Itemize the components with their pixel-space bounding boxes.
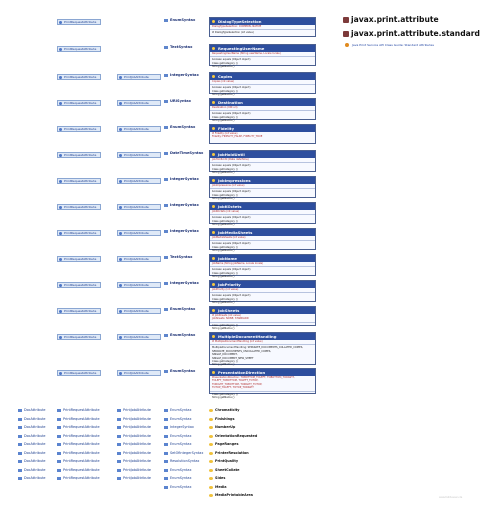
separator: [210, 391, 315, 392]
class-method: String getName (): [212, 65, 235, 69]
class-name: DialogTypeSelection: [210, 18, 315, 25]
class-method: Class getCategory (): [212, 61, 238, 65]
class-jobholduntil[interactable]: [209, 150, 316, 175]
class-name: Fidelity: [210, 125, 315, 132]
interface-printjobattribute[interactable]: PrintJobAttribute: [117, 370, 161, 376]
col5-item-sheetcollate[interactable]: SheetCollate: [209, 468, 239, 473]
col1-item-docattribute[interactable]: DocAttribute: [18, 408, 46, 413]
class-field: # MultipleDocumentHandling (int value): [212, 340, 263, 343]
class-copies[interactable]: [209, 72, 316, 97]
class-field: Fidelity: FIDELITY_FALSE, FIDELITY_TRUE: [212, 135, 263, 139]
interface-printrequestattribute[interactable]: PrintRequestAttribute: [57, 100, 101, 106]
col5-item-chromaticity[interactable]: Chromaticity: [209, 408, 240, 413]
class-method: Class getCategory (): [212, 360, 238, 364]
col3-item-printjobattribute[interactable]: PrintJobAttribute: [117, 408, 151, 413]
col1-item-docattribute[interactable]: DocAttribute: [18, 459, 46, 464]
interface-printjobattribute[interactable]: PrintJobAttribute: [117, 204, 161, 210]
interface-printrequestattribute[interactable]: PrintRequestAttribute: [57, 230, 101, 236]
package-title: javax.print.attribute.standard: [351, 29, 480, 38]
superclass-enumsyntax[interactable]: EnumSyntax: [164, 307, 195, 312]
interface-printrequestattribute[interactable]: PrintRequestAttribute: [57, 152, 101, 158]
superclass-integersyntax[interactable]: IntegerSyntax: [164, 73, 199, 78]
class-field: # Fidelity (int value): [212, 132, 238, 135]
superclass-enumsyntax[interactable]: EnumSyntax: [164, 369, 195, 374]
interface-printjobattribute[interactable]: PrintJobAttribute: [117, 230, 161, 236]
superclass-enumsyntax[interactable]: EnumSyntax: [164, 125, 195, 130]
col4-item-enumsyntax[interactable]: EnumSyntax: [164, 476, 191, 481]
guide-link[interactable]: Java Print Service API Class Guide: Standard Attributes: [352, 43, 434, 47]
class-method: Class getCategory (): [212, 167, 238, 171]
class-presentationdirection[interactable]: [209, 368, 316, 400]
class-dialogtypeselection[interactable]: [209, 17, 316, 37]
class-method: String getName (): [212, 363, 235, 367]
interface-printjobattribute[interactable]: PrintJobAttribute: [117, 126, 161, 132]
col5-item-printquality[interactable]: PrintQuality: [209, 459, 238, 464]
class-field: TOLEFT_TOBOTTOM, TOLEFT_TOTOP,: [212, 379, 259, 383]
superclass-textsyntax[interactable]: TextSyntax: [164, 255, 192, 260]
class-name: JobPriority: [210, 281, 315, 288]
class-method: Class getCategory (): [212, 89, 238, 93]
class-method: Class getCategory (): [212, 323, 238, 327]
superclass-enumsyntax[interactable]: EnumSyntax: [164, 18, 195, 23]
class-fidelity[interactable]: [209, 124, 316, 144]
class-method: boolean equals (Object object): [212, 112, 251, 116]
col1-item-docattribute[interactable]: DocAttribute: [18, 476, 46, 481]
class-field: PresentationDirection: TOBOTTOM_TOLEFT, TOBOTTOM_TORIGHT,: [212, 376, 295, 379]
col2-item-printrequestattribute[interactable]: PrintRequestAttribute: [57, 476, 100, 481]
col4-item-integersyntax[interactable]: IntegerSyntax: [164, 425, 194, 430]
col1-item-docattribute[interactable]: DocAttribute: [18, 417, 46, 422]
class-jobkoctets[interactable]: [209, 202, 316, 227]
class-name: JobMediaSheets: [210, 229, 315, 236]
col1-item-docattribute[interactable]: DocAttribute: [18, 442, 46, 447]
class-method: boolean equals (Object object): [212, 294, 251, 298]
interface-printrequestattribute[interactable]: PrintRequestAttribute: [57, 308, 101, 314]
class-jobpriority[interactable]: [209, 280, 316, 305]
class-method: SEPARATE_DOCUMENTS_UNCOLLATED_COPIES,: [212, 349, 272, 353]
col5-item-orientationrequested[interactable]: OrientationRequested: [209, 434, 257, 439]
interface-printjobattribute[interactable]: PrintJobAttribute: [117, 334, 161, 340]
class-name: JobHoldUntil: [210, 151, 315, 158]
package-title: javax.print.attribute: [351, 15, 439, 24]
class-field: RequestingUserName (String userName, Locale locale): [212, 52, 281, 55]
class-method: Class getCategory (): [212, 115, 238, 119]
class-method: String getName (): [212, 119, 235, 123]
class-name: JobName: [210, 255, 315, 262]
class-multipledocumenthandling[interactable]: [209, 332, 316, 365]
interface-printjobattribute[interactable]: PrintJobAttribute: [117, 282, 161, 288]
col2-item-printrequestattribute[interactable]: PrintRequestAttribute: [57, 434, 100, 439]
superclass-integersyntax[interactable]: IntegerSyntax: [164, 281, 199, 286]
class-method: boolean equals (Object object): [212, 216, 251, 220]
class-method: SINGLE_DOCUMENT_NEW_SHEET: [212, 356, 254, 360]
col2-item-printrequestattribute[interactable]: PrintRequestAttribute: [57, 425, 100, 430]
class-method: String getName (): [212, 275, 235, 279]
package-icon: [343, 17, 349, 23]
class-method: boolean equals (Object object): [212, 86, 251, 90]
interface-printrequestattribute[interactable]: PrintRequestAttribute: [57, 204, 101, 210]
class-destination[interactable]: [209, 98, 316, 123]
class-jobimpressions[interactable]: [209, 176, 316, 201]
interface-printrequestattribute[interactable]: PrintRequestAttribute: [57, 126, 101, 132]
interface-printrequestattribute[interactable]: PrintRequestAttribute: [57, 74, 101, 80]
package-icon: [343, 31, 349, 37]
interface-printjobattribute[interactable]: PrintJobAttribute: [117, 100, 161, 106]
col4-item-enumsyntax[interactable]: EnumSyntax: [164, 417, 191, 422]
note-icon: [345, 43, 349, 47]
class-method: String getName (): [212, 249, 235, 253]
interface-printjobattribute[interactable]: PrintJobAttribute: [117, 256, 161, 262]
class-method: boolean equals (Object object): [212, 58, 251, 62]
col2-item-printrequestattribute[interactable]: PrintRequestAttribute: [57, 451, 100, 456]
class-field: DialogTypeSelection: COMMON, NATIVE: [212, 25, 262, 28]
col5-item-media[interactable]: Media: [209, 485, 227, 490]
col4-item-enumsyntax[interactable]: EnumSyntax: [164, 434, 191, 439]
class-method: Class getCategory (): [212, 219, 238, 223]
class-method: # DialogTypeSelection (int value): [212, 31, 254, 35]
interface-printrequestattribute[interactable]: PrintRequestAttribute: [57, 178, 101, 184]
class-method: boolean equals (Object object): [212, 242, 251, 246]
col3-item-printjobattribute[interactable]: PrintJobAttribute: [117, 468, 151, 473]
col2-item-printrequestattribute[interactable]: PrintRequestAttribute: [57, 408, 100, 413]
col5-item-finishings[interactable]: Finishings: [209, 417, 235, 422]
interface-printjobattribute[interactable]: PrintJobAttribute: [117, 152, 161, 158]
col2-item-printrequestattribute[interactable]: PrintRequestAttribute: [57, 442, 100, 447]
class-name: JobSheets: [210, 307, 315, 314]
col4-item-enumsyntax[interactable]: EnumSyntax: [164, 408, 191, 413]
class-method: String getName (): [212, 171, 235, 175]
col4-item-enumsyntax[interactable]: EnumSyntax: [164, 442, 191, 447]
separator: [210, 322, 315, 323]
class-name: Destination: [210, 99, 315, 106]
col1-item-docattribute[interactable]: DocAttribute: [18, 468, 46, 473]
class-method: String getName (): [212, 223, 235, 227]
superclass-integersyntax[interactable]: IntegerSyntax: [164, 229, 199, 234]
class-requestingusername[interactable]: [209, 44, 316, 69]
class-field: JobImpressions (int value): [212, 184, 245, 187]
class-method: String getName (): [212, 301, 235, 305]
class-method: Class getCategory (): [212, 392, 238, 396]
col4-item-enumsyntax[interactable]: EnumSyntax: [164, 485, 191, 490]
col5-item-mediaprintablearea[interactable]: MediaPrintableArea: [209, 493, 253, 498]
col2-item-printrequestattribute[interactable]: PrintRequestAttribute: [57, 459, 100, 464]
class-name: JobKOctets: [210, 203, 315, 210]
interface-printjobattribute[interactable]: PrintJobAttribute: [117, 178, 161, 184]
interface-printjobattribute[interactable]: PrintJobAttribute: [117, 308, 161, 314]
col3-item-printjobattribute[interactable]: PrintJobAttribute: [117, 451, 151, 456]
col5-item-numberup[interactable]: NumberUp: [209, 425, 235, 430]
superclass-integersyntax[interactable]: IntegerSyntax: [164, 203, 199, 208]
col3-item-printjobattribute[interactable]: PrintJobAttribute: [117, 434, 151, 439]
col3-item-printjobattribute[interactable]: PrintJobAttribute: [117, 425, 151, 430]
superclass-textsyntax[interactable]: TextSyntax: [164, 45, 192, 50]
class-method: Class getCategory (): [212, 297, 238, 301]
class-method: String getName (): [212, 93, 235, 97]
col1-item-docattribute[interactable]: DocAttribute: [18, 451, 46, 456]
class-field: Copies (int value): [212, 80, 235, 83]
class-jobsheets[interactable]: [209, 306, 316, 331]
class-method: String getName (): [212, 327, 235, 331]
superclass-datetimesyntax[interactable]: DateTimeSyntax: [164, 151, 203, 156]
class-field: JobMediaSheets (int value): [212, 236, 246, 239]
class-jobname[interactable]: [209, 254, 316, 279]
col1-item-docattribute[interactable]: DocAttribute: [18, 425, 46, 430]
interface-printrequestattribute[interactable]: PrintRequestAttribute: [57, 46, 101, 52]
class-method: boolean equals (Object object): [212, 268, 251, 272]
col4-item-setofintegersyntax[interactable]: SetOfIntegerSyntax: [164, 451, 203, 456]
col3-item-printjobattribute[interactable]: PrintJobAttribute: [117, 459, 151, 464]
interface-printrequestattribute[interactable]: PrintRequestAttribute: [57, 334, 101, 340]
class-method: boolean equals (Object object): [212, 164, 251, 168]
class-jobmediasheets[interactable]: [209, 228, 316, 253]
col3-item-printjobattribute[interactable]: PrintJobAttribute: [117, 476, 151, 481]
col3-item-printjobattribute[interactable]: PrintJobAttribute: [117, 417, 151, 422]
interface-printjobattribute[interactable]: PrintJobAttribute: [117, 74, 161, 80]
class-name: JobImpressions: [210, 177, 315, 184]
class-method: String getName (): [212, 396, 235, 400]
class-method: Class getCategory (): [212, 245, 238, 249]
watermark: www.falkhausen.de: [439, 496, 463, 499]
class-name: Copies: [210, 73, 315, 80]
interface-printrequestattribute[interactable]: PrintRequestAttribute: [57, 282, 101, 288]
col5-item-pageranges[interactable]: PageRanges: [209, 442, 238, 447]
class-method: MultipleDocumentHandling: SEPARATE_DOCUMENTS_COLLATED_COPIES,: [212, 346, 304, 350]
class-name: MultipleDocumentHandling: [210, 333, 315, 340]
superclass-enumsyntax[interactable]: EnumSyntax: [164, 333, 195, 338]
class-method: Class getCategory (): [212, 193, 238, 197]
class-name: RequestingUserName: [210, 45, 315, 52]
class-field: JobPriority (int value): [212, 288, 239, 291]
col5-item-printerresolution[interactable]: PrinterResolution: [209, 451, 249, 456]
class-method: Class getCategory (): [212, 271, 238, 275]
col2-item-printrequestattribute[interactable]: PrintRequestAttribute: [57, 417, 100, 422]
class-field: JobKOctets (int value): [212, 210, 240, 213]
col4-item-resolutionsyntax[interactable]: ResolutionSyntax: [164, 459, 199, 464]
class-method: boolean equals (Object object): [212, 190, 251, 194]
class-field: TOTOP_TOLEFT, TOTOP_TORIGHT: [212, 386, 254, 390]
interface-printrequestattribute[interactable]: PrintRequestAttribute: [57, 19, 101, 25]
class-method: SINGLE_DOCUMENT,: [212, 353, 238, 357]
interface-printrequestattribute[interactable]: PrintRequestAttribute: [57, 256, 101, 262]
col1-item-docattribute[interactable]: DocAttribute: [18, 434, 46, 439]
superclass-integersyntax[interactable]: IntegerSyntax: [164, 177, 199, 182]
class-field: JobName (String jobName, Locale locale): [212, 262, 264, 265]
class-field: JobHoldUntil (Date dateTime): [212, 158, 249, 161]
class-name: PresentationDirection: [210, 369, 315, 376]
interface-printrequestattribute[interactable]: PrintRequestAttribute: [57, 370, 101, 376]
class-field: JobSheets: NONE, STANDARD: [212, 317, 249, 321]
superclass-urisyntax[interactable]: URISyntax: [164, 99, 191, 104]
class-field: # JobSheets (int value): [212, 314, 241, 317]
class-method: String getName (): [212, 197, 235, 201]
col2-item-printrequestattribute[interactable]: PrintRequestAttribute: [57, 468, 100, 473]
class-field: Destination (URI uri): [212, 106, 238, 109]
col5-item-sides[interactable]: Sides: [209, 476, 225, 481]
col4-item-enumsyntax[interactable]: EnumSyntax: [164, 468, 191, 473]
class-field: TORIGHT_TOBOTTOM, TORIGHT_TOTOP,: [212, 382, 263, 386]
col3-item-printjobattribute[interactable]: PrintJobAttribute: [117, 442, 151, 447]
